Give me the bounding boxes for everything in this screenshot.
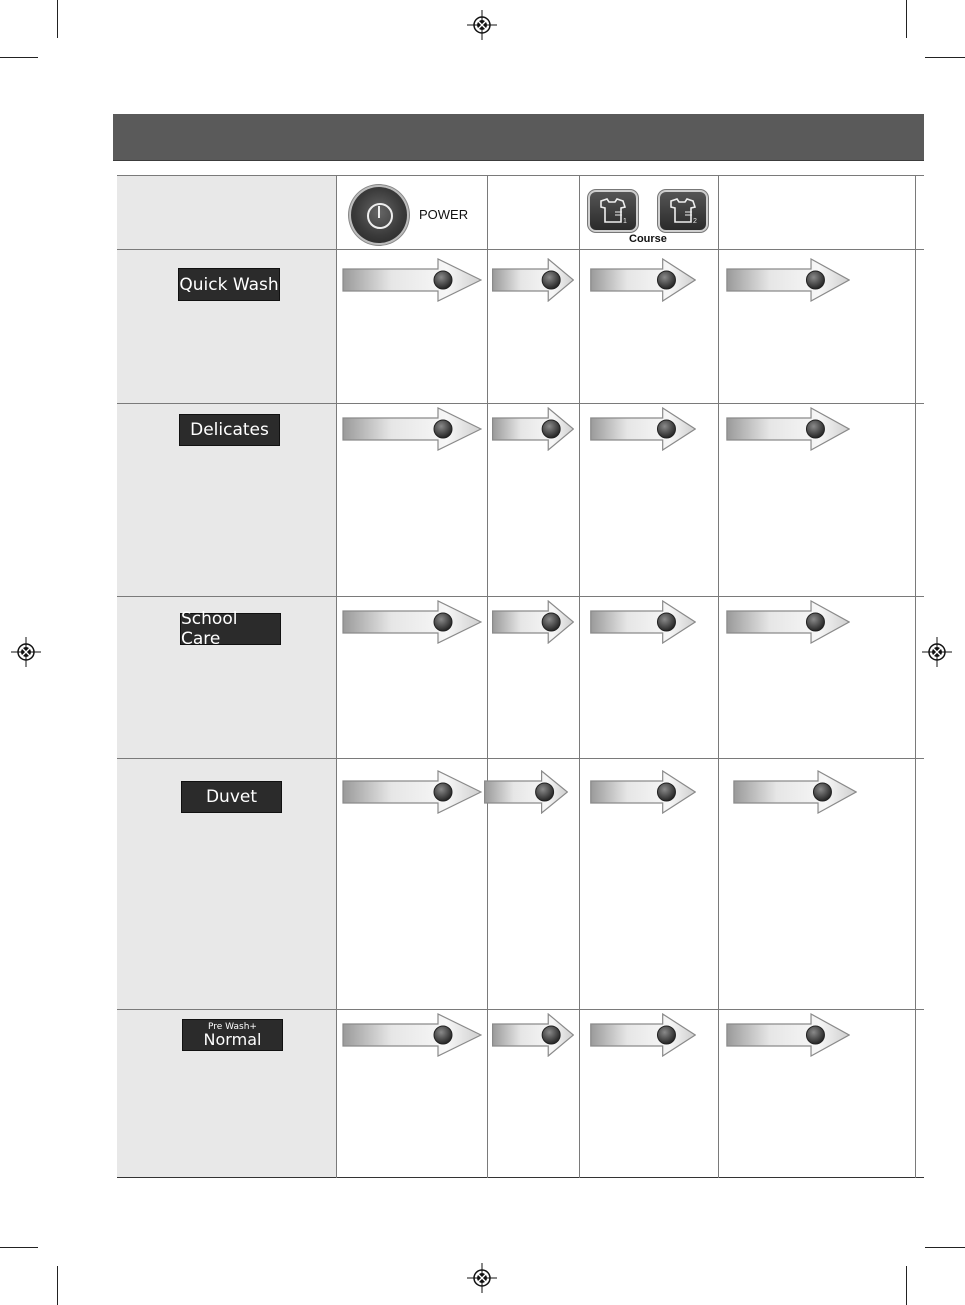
step-arrow-icon	[733, 770, 857, 814]
crop-mark	[57, 1266, 58, 1305]
table-border-bottom	[117, 1177, 924, 1178]
column-divider	[579, 175, 580, 1178]
step-arrow-icon	[590, 770, 696, 814]
step-arrow-icon	[342, 1013, 482, 1057]
course-button-1[interactable]	[590, 192, 636, 230]
registration-mark-icon	[467, 10, 497, 40]
crop-mark	[906, 0, 907, 38]
registration-mark-icon	[922, 637, 952, 667]
power-icon-stem	[378, 206, 380, 218]
step-arrow-icon	[342, 770, 482, 814]
crop-mark	[906, 1266, 907, 1305]
quick-wash-badge: Quick Wash	[179, 269, 279, 300]
registration-mark-icon	[11, 637, 41, 667]
delicates-badge: Delicates	[180, 415, 279, 445]
row-divider	[117, 1009, 924, 1010]
crop-mark	[925, 1247, 965, 1248]
crop-mark	[0, 1247, 38, 1248]
step-arrow-icon	[726, 258, 850, 302]
registration-mark-icon	[467, 1263, 497, 1293]
section-header-bar	[113, 114, 924, 161]
column-divider	[915, 175, 916, 1178]
shirt-1-icon	[590, 192, 636, 230]
power-icon	[367, 203, 393, 229]
course-label: Course	[629, 233, 667, 245]
column-divider	[718, 175, 719, 1178]
step-arrow-icon	[492, 600, 574, 644]
row-divider	[117, 758, 924, 759]
step-arrow-icon	[492, 407, 574, 451]
svg-text:2: 2	[693, 218, 697, 225]
row-divider	[117, 403, 924, 404]
step-arrow-icon	[590, 407, 696, 451]
step-arrow-icon	[342, 407, 482, 451]
svg-text:1: 1	[623, 218, 627, 225]
step-arrow-icon	[590, 600, 696, 644]
step-arrow-icon	[726, 1013, 850, 1057]
step-arrow-icon	[342, 258, 482, 302]
pre-wash-normal-badge	[183, 1020, 282, 1050]
course-button-2[interactable]	[660, 192, 706, 230]
shirt-2-icon	[660, 192, 706, 230]
school-care-badge: School Care	[181, 614, 280, 644]
power-label: POWER	[419, 207, 469, 222]
badge-small-text: Pre Wash+	[208, 1021, 257, 1032]
badge-big-text: Normal	[203, 1029, 262, 1049]
row-divider	[117, 249, 924, 250]
duvet-badge: Duvet	[182, 782, 281, 812]
column-divider	[336, 175, 337, 1178]
step-arrow-icon	[726, 407, 850, 451]
table-border-top	[117, 175, 924, 176]
row-divider	[117, 596, 924, 597]
step-arrow-icon	[726, 600, 850, 644]
power-button[interactable]	[351, 187, 407, 243]
crop-mark	[57, 0, 58, 38]
crop-mark	[0, 57, 38, 58]
crop-mark	[925, 57, 965, 58]
column-divider	[487, 175, 488, 1178]
step-arrow-icon	[492, 258, 574, 302]
step-arrow-icon	[484, 770, 568, 814]
step-arrow-icon	[590, 1013, 696, 1057]
step-arrow-icon	[492, 1013, 574, 1057]
step-arrow-icon	[342, 600, 482, 644]
step-arrow-icon	[590, 258, 696, 302]
